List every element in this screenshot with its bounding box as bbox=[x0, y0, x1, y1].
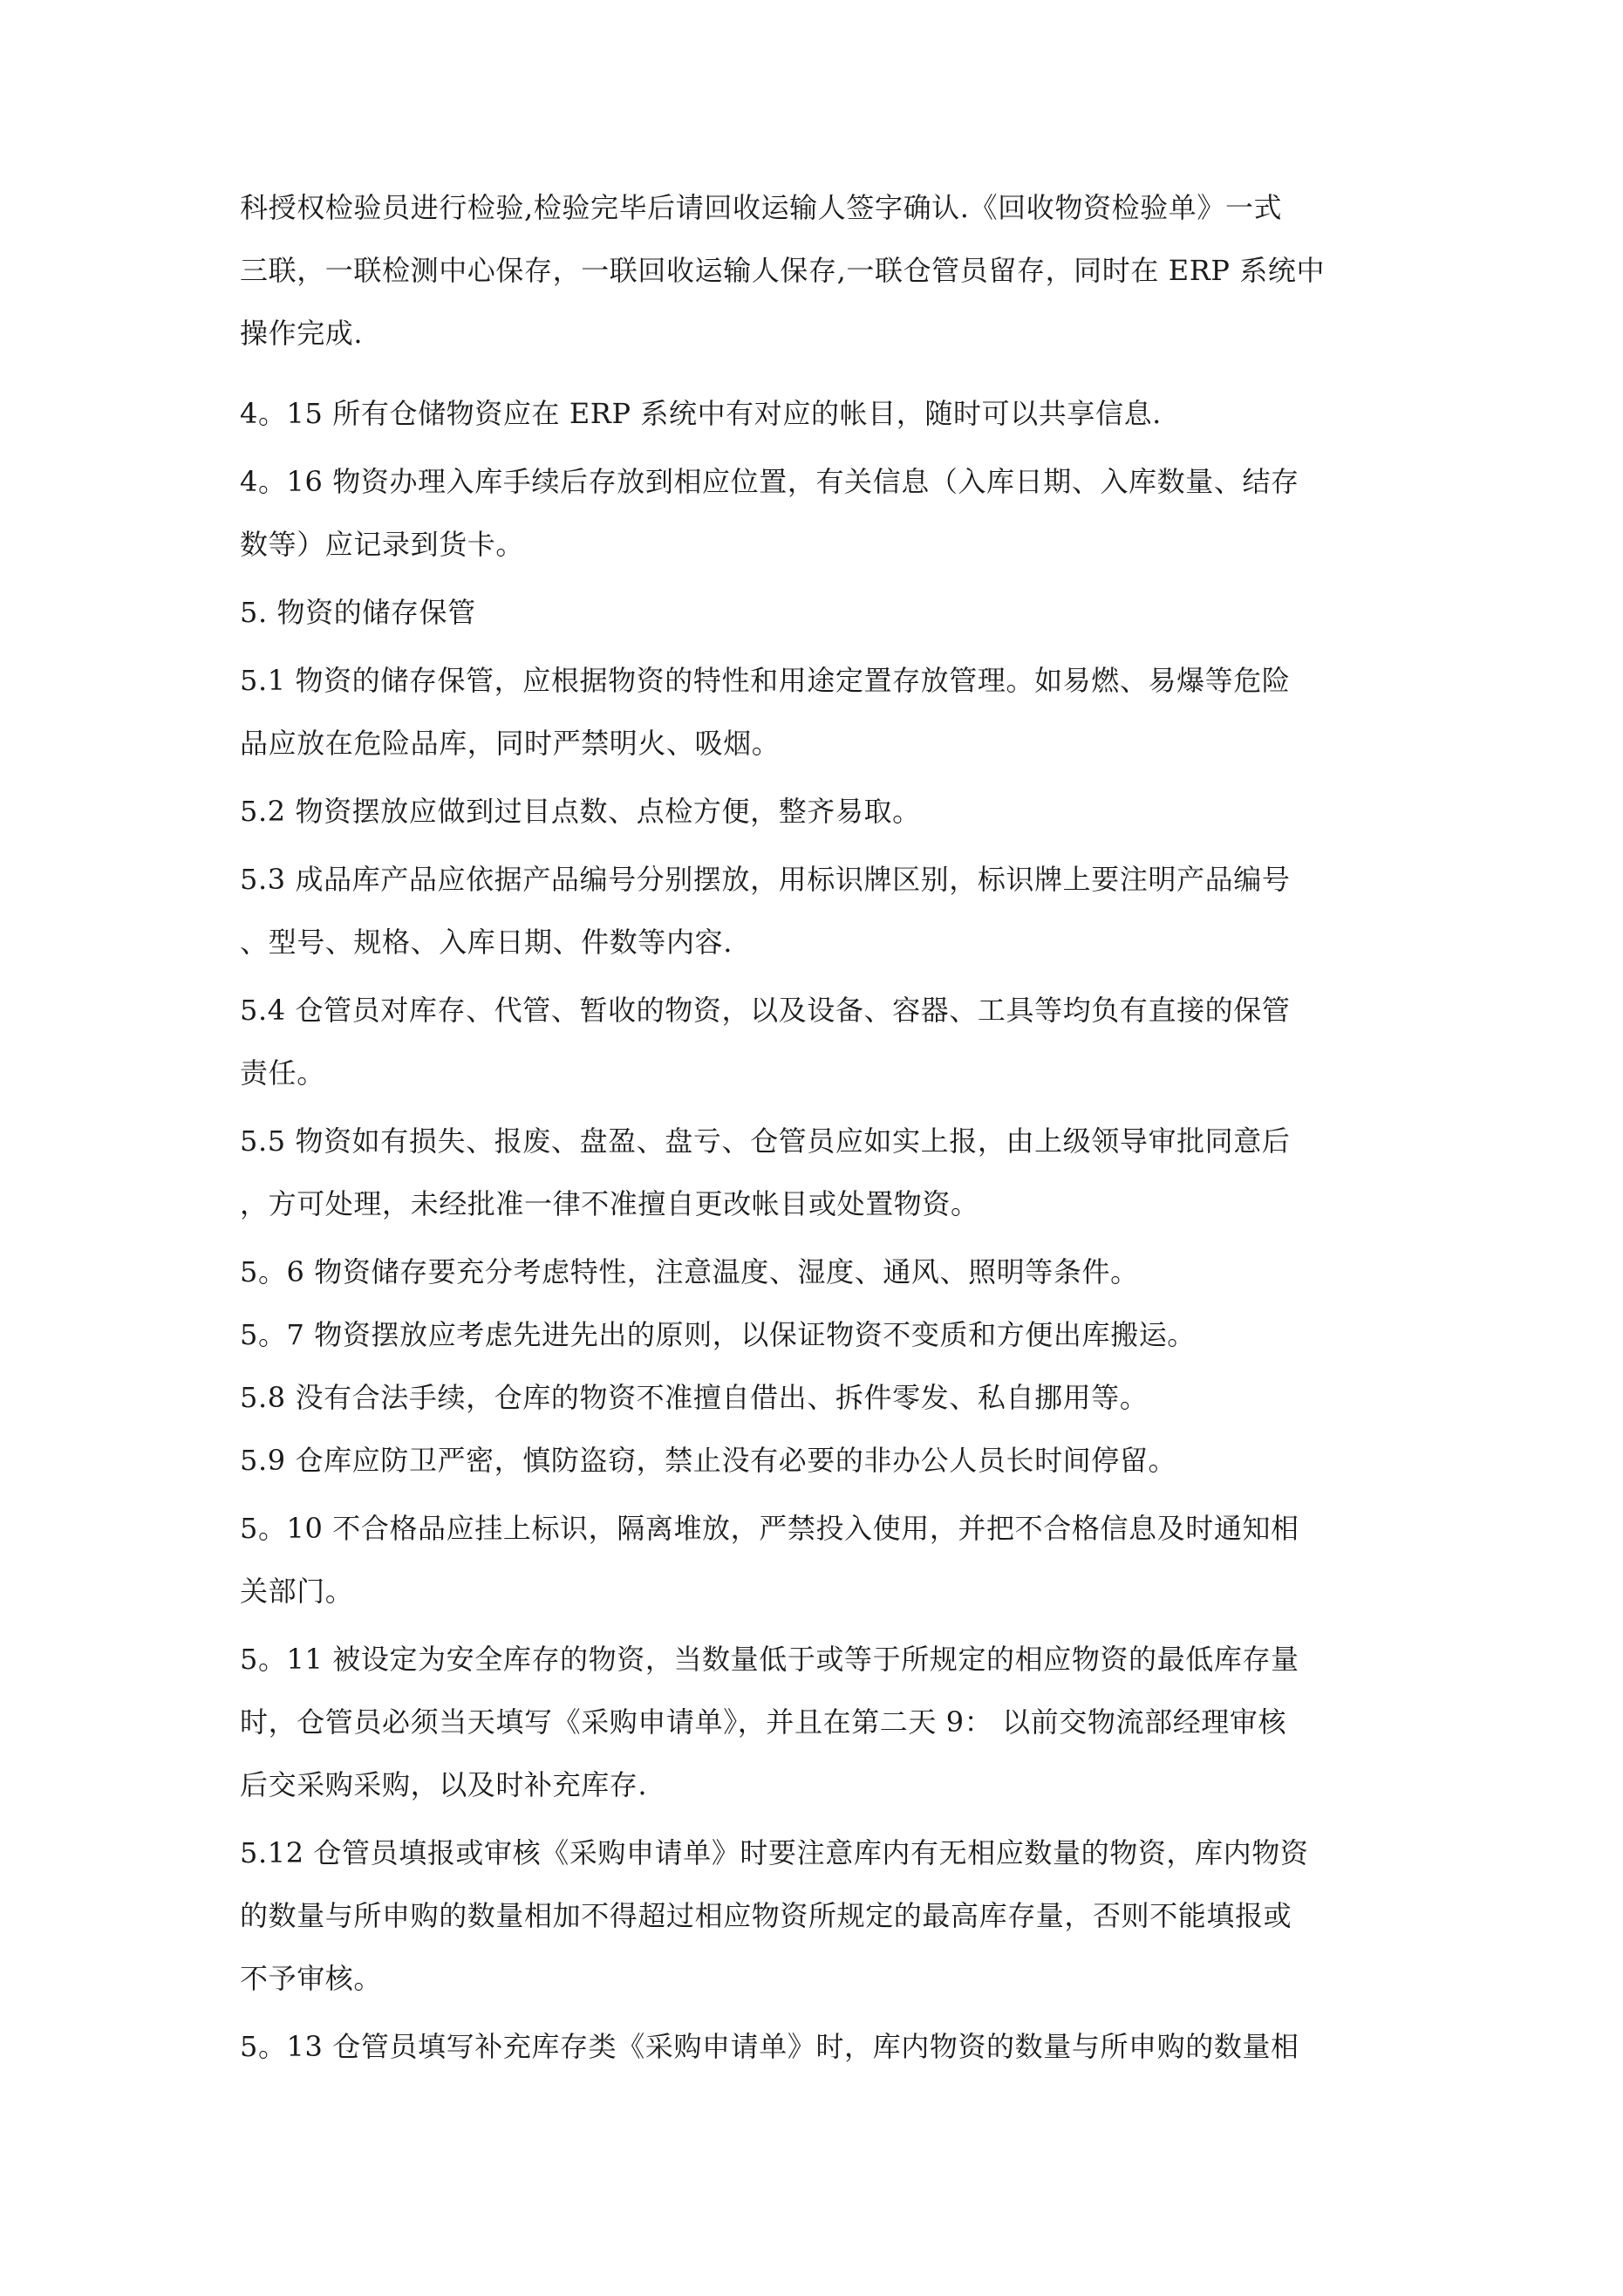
text-line: 责任。 bbox=[240, 1056, 325, 1090]
text-line: 5。10 不合格品应挂上标识，隔离堆放，严禁投入使用，并把不合格信息及时通知相 bbox=[240, 1512, 1299, 1545]
text-line: 5.3 成品库产品应依据产品编号分别摆放，用标识牌区别，标识牌上要注明产品编号 bbox=[240, 863, 1291, 896]
text-line: 后交采购采购，以及时补充库存. bbox=[240, 1768, 648, 1801]
text-line: 的数量与所申购的数量相加不得超过相应物资所规定的最高库存量，否则不能填报或 bbox=[240, 1899, 1292, 1932]
text-line: 品应放在危险品库，同时严禁明火、吸烟。 bbox=[240, 727, 781, 760]
text-line: 三联，一联检测中心保存，一联回收运输人保存,一联仓管员留存，同时在 ERP 系统中 bbox=[240, 254, 1326, 287]
text-line: 5。6 物资储存要充分考虑特性，注意温度、湿度、通风、照明等条件。 bbox=[240, 1255, 1139, 1288]
text-line: 5。11 被设定为安全库存的物资，当数量低于或等于所规定的相应物资的最低库存量 bbox=[240, 1643, 1299, 1676]
text-line: 5.9 仓库应防卫严密，慎防盗窃，禁止没有必要的非办公人员长时间停留。 bbox=[240, 1444, 1177, 1477]
text-line: 、型号、规格、入库日期、件数等内容. bbox=[240, 926, 733, 959]
text-line: 5.1 物资的储存保管，应根据物资的特性和用途定置存放管理。如易燃、易爆等危险 bbox=[240, 664, 1291, 697]
text-line: 科授权检验员进行检验,检验完毕后请回收运输人签字确认.《回收物资检验单》一式 bbox=[240, 191, 1283, 224]
text-line: 5。13 仓管员填写补充库存类《采购申请单》时，库内物资的数量与所申购的数量相 bbox=[240, 2030, 1299, 2063]
text-line: ，方可处理，未经批准一律不准擅自更改帐目或处置物资。 bbox=[240, 1187, 979, 1220]
text-line: 5.12 仓管员填报或审核《采购申请单》时要注意库内有无相应数量的物资，库内物资 bbox=[240, 1836, 1309, 1869]
text-line: 数等）应记录到货卡。 bbox=[240, 528, 525, 561]
text-line: 5.5 物资如有损失、报废、盘盈、盘亏、仓管员应如实上报，由上级领导审批同意后 bbox=[240, 1124, 1291, 1158]
text-line: 4。16 物资办理入库手续后存放到相应位置，有关信息（入库日期、入库数量、结存 bbox=[240, 465, 1299, 498]
text-line: 5.8 没有合法手续，仓库的物资不准擅自借出、拆件零发、私自挪用等。 bbox=[240, 1381, 1149, 1414]
text-line: 5。7 物资摆放应考虑先进先出的原则，以保证物资不变质和方便出库搬运。 bbox=[240, 1318, 1196, 1351]
section-heading: 5. 物资的储存保管 bbox=[240, 596, 476, 629]
text-line: 时，仓管员必须当天填写《采购申请单》，并且在第二天 9： 以前交物流部经理审核 bbox=[240, 1705, 1287, 1739]
text-line: 不予审核。 bbox=[240, 1962, 383, 1995]
text-line: 操作完成. bbox=[240, 317, 364, 350]
text-line: 4。15 所有仓储物资应在 ERP 系统中有对应的帐目，随时可以共享信息. bbox=[240, 397, 1162, 430]
text-line: 关部门。 bbox=[240, 1575, 354, 1608]
text-line: 5.4 仓管员对库存、代管、暂收的物资，以及设备、容器、工具等均负有直接的保管 bbox=[240, 994, 1291, 1027]
text-line: 5.2 物资摆放应做到过目点数、点检方便，整齐易取。 bbox=[240, 795, 921, 828]
